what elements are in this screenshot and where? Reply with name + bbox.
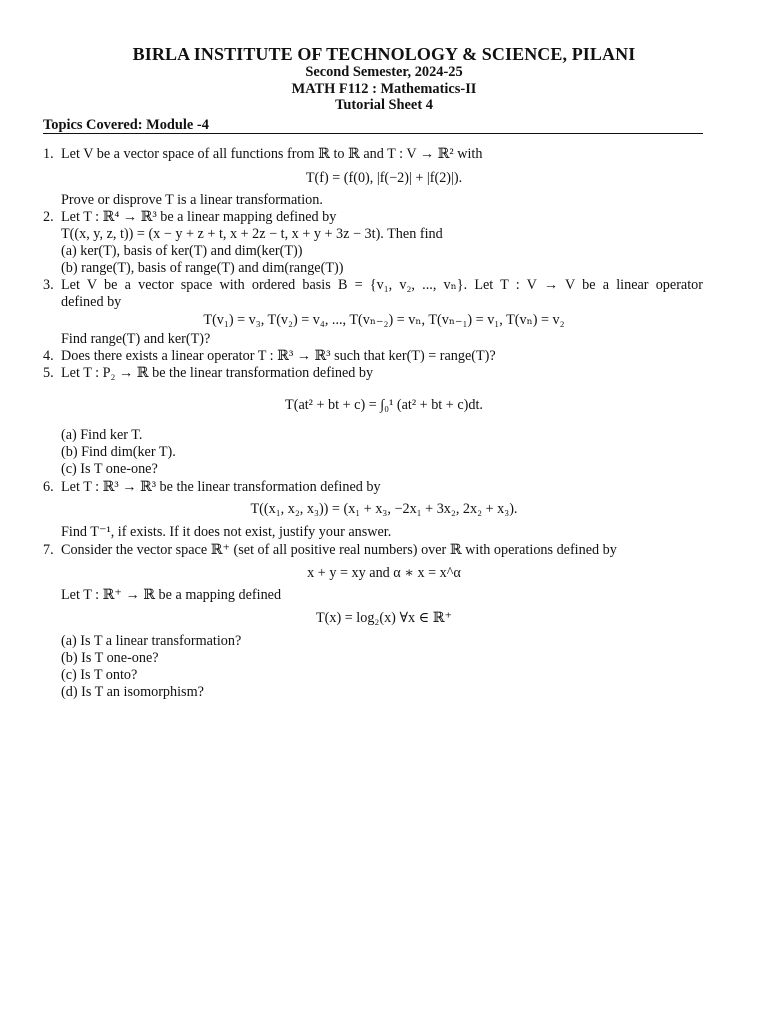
question-3-formula: T(v₁) = v₃, T(v₂) = v₄, ..., T(vₙ₋₂) = vₙ, T(vₙ₋₁) = v₁, T(vₙ) = v₂	[203, 312, 565, 328]
question-1-intro: Let V be a vector space of all functions from ℝ to ℝ and T : V → ℝ² with	[61, 146, 483, 162]
question-number: 6.	[43, 479, 54, 495]
question-7-part-a: (a) Is T a linear transformation?	[61, 633, 242, 649]
question-7-part-d: (d) Is T an isomorphism?	[61, 684, 204, 700]
question-3-task: Find range(T) and ker(T)?	[61, 331, 211, 347]
question-7-formula: T(x) = log₂(x) ∀x ∈ ℝ⁺	[315, 610, 452, 626]
question-5-intro: Let T : P₂ → ℝ be the linear transformation defined by	[61, 365, 374, 381]
question-3-intro-cont: defined by	[61, 294, 122, 310]
question-6-formula: T((x₁, x₂, x₃)) = (x₁ + x₃, −2x₁ + 3x₂, 2x₂ + x₃).	[250, 501, 518, 517]
question-number: 4.	[43, 348, 54, 364]
header-divider	[43, 133, 703, 134]
question-5-formula: T(at² + bt + c) = ∫₀¹ (at² + bt + c)dt.	[285, 397, 483, 413]
question-number: 1.	[43, 146, 54, 162]
question-7-mapping: Let T : ℝ⁺ → ℝ be a mapping defined	[61, 587, 282, 603]
question-number: 2.	[43, 209, 54, 225]
question-number: 5.	[43, 365, 54, 381]
question-number: 7.	[43, 542, 54, 558]
institute-name: BIRLA INSTITUTE OF TECHNOLOGY & SCIENCE, PILANI	[132, 44, 636, 64]
question-7-intro: Consider the vector space ℝ⁺ (set of all positive real numbers) over ℝ with operations defined by	[61, 542, 617, 558]
question-number: 3.	[43, 277, 54, 293]
question-7-operations: x + y = xy and α ∗ x = x^α	[307, 565, 461, 581]
question-1-task: Prove or disprove T is a linear transformation.	[61, 192, 323, 208]
question-3-intro: Let V be a vector space with ordered basis B = {v₁, v₂, ..., vₙ}. Let T : V → V be a linear operator	[61, 277, 703, 293]
question-5-part-c: (c) Is T one-one?	[61, 461, 158, 477]
course-line: MATH F112 : Mathematics-II	[291, 80, 477, 97]
question-2-formula: T((x, y, z, t)) = (x − y + z + t, x + 2z − t, x + y + 3z − 3t). Then find	[61, 226, 443, 242]
question-5-part-b: (b) Find dim(ker T).	[61, 444, 176, 460]
semester-line: Second Semester, 2024-25	[305, 64, 463, 80]
question-2-part-b: (b) range(T), basis of range(T) and dim(range(T))	[61, 260, 344, 276]
question-4-text: Does there exists a linear operator T : ℝ³ → ℝ³ such that ker(T) = range(T)?	[61, 348, 496, 364]
question-2-intro: Let T : ℝ⁴ → ℝ³ be a linear mapping defined by	[61, 209, 337, 225]
question-6-intro: Let T : ℝ³ → ℝ³ be the linear transformation defined by	[61, 479, 381, 495]
sheet-title: Tutorial Sheet 4	[335, 97, 433, 114]
topics-covered: Topics Covered: Module -4	[43, 117, 209, 133]
question-2-part-a: (a) ker(T), basis of ker(T) and dim(ker(T))	[61, 243, 303, 259]
question-6-task: Find T⁻¹, if exists. If it does not exist, justify your answer.	[61, 524, 392, 540]
question-7-part-b: (b) Is T one-one?	[61, 650, 159, 666]
question-1-formula: T(f) = (f(0), |f(−2)| + |f(2)|).	[305, 170, 463, 186]
question-5-part-a: (a) Find ker T.	[61, 427, 143, 443]
document-header	[0, 44, 768, 114]
question-7-part-c: (c) Is T onto?	[61, 667, 138, 683]
